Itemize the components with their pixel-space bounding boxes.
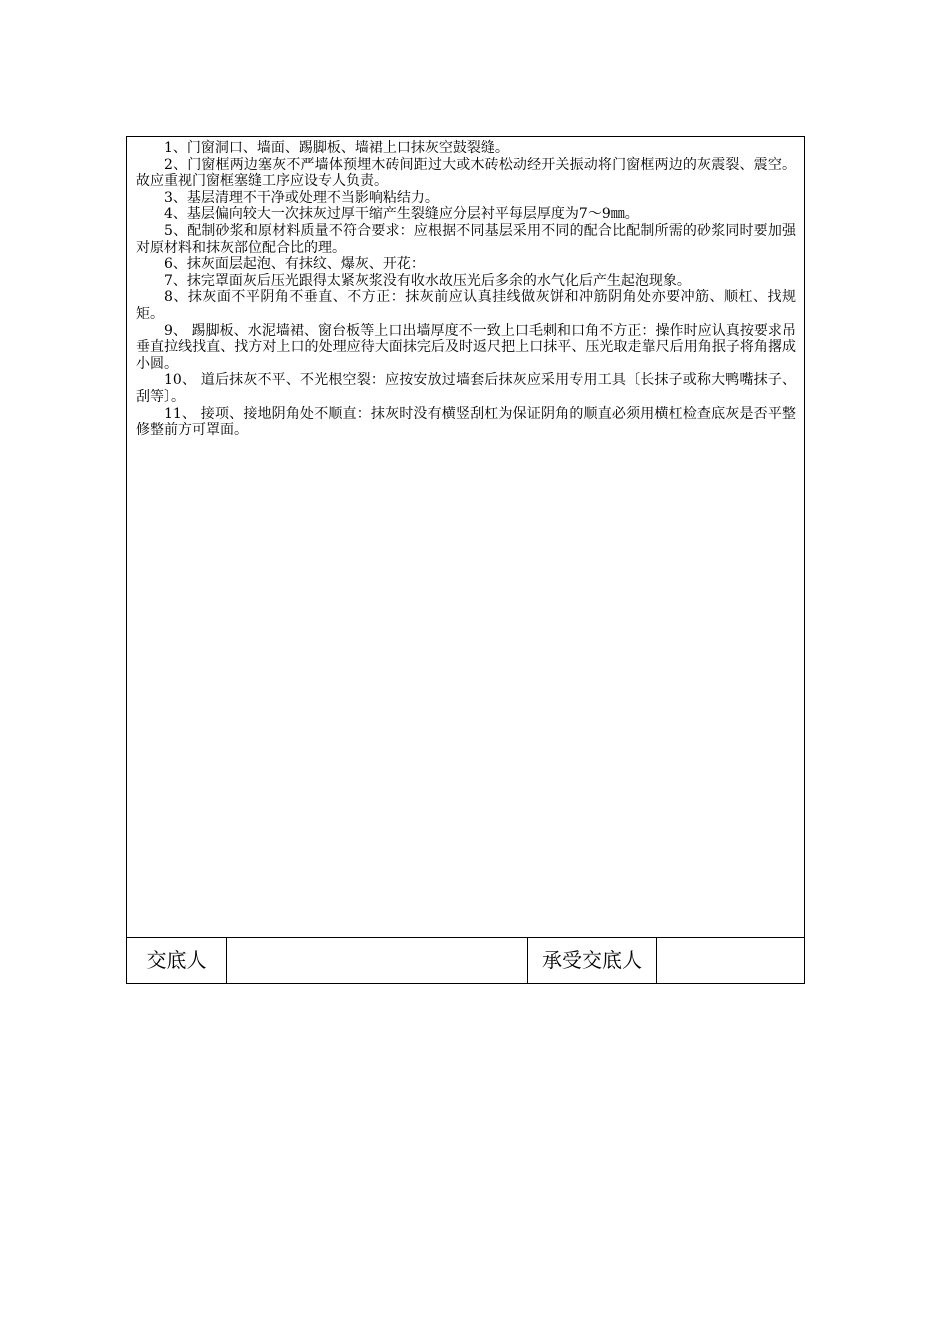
paragraph-9: 9、 踢脚板、水泥墙裙、窗台板等上口出墙厚度不一致上口毛刺和口角不方正：操作时应认真按要求吊垂直拉线找直、找方对上口的处理应待大面抹完后及时返尺把上口抹平、压光取走靠尺后用角抿子将角撂成小圆。 <box>136 322 796 372</box>
receiver-label: 承受交底人 <box>528 938 657 984</box>
receiver-signature-field[interactable] <box>657 938 804 984</box>
paragraph-2: 2、门窗框两边塞灰不严墙体预埋木砖间距过大或木砖松动经开关振动将门窗框两边的灰震裂、震空。故应重视门窗框塞缝工序应设专人负责。 <box>136 156 796 190</box>
paragraph-7: 7、抹完罩面灰后压光跟得太紧灰浆没有收水故压光后多余的水气化后产生起泡现象。 <box>164 272 691 289</box>
paragraph-6: 6、抹灰面层起泡、有抹纹、爆灰、开花： <box>164 256 425 273</box>
paragraph-3: 3、基层清理不干净或处理不当影响粘结力。 <box>164 189 439 206</box>
paragraph-1: 1、门窗洞口、墙面、踢脚板、墙裙上口抹灰空鼓裂缝。 <box>164 140 509 156</box>
paragraph-8: 8、抹灰面不平阴角不垂直、不方正：抹灰前应认真挂线做灰饼和冲筋阴角处亦要冲筋、顺杠、找规矩。 <box>136 289 796 322</box>
discloser-label: 交底人 <box>127 938 227 984</box>
disclosure-table <box>126 136 805 984</box>
paragraph-4: 4、基层偏向较大一次抹灰过厚干缩产生裂缝应分层衬平每层厚度为7～9㎜。 <box>164 206 639 223</box>
paragraph-10: 10、 道后抹灰不平、不光根空裂：应按安放过墙套后抹灰应采用专用工具〔长抹子或称大鸭嘴抹子、刮等〕。 <box>136 372 796 405</box>
signature-row <box>127 937 804 983</box>
paragraph-11: 11、 接项、接地阴角处不顺直：抹灰时没有横竖刮杠为保证阴角的顺直必须用横杠检查底灰是否平整修整前方可罩面。 <box>136 405 796 439</box>
content-cell <box>127 137 804 937</box>
paragraph-5: 5、配制砂浆和原材料质量不符合要求：应根据不同基层采用不同的配合比配制所需的砂浆同时要加强对原材料和抹灰部位配合比的理。 <box>136 222 796 256</box>
discloser-signature-field[interactable] <box>227 938 528 984</box>
